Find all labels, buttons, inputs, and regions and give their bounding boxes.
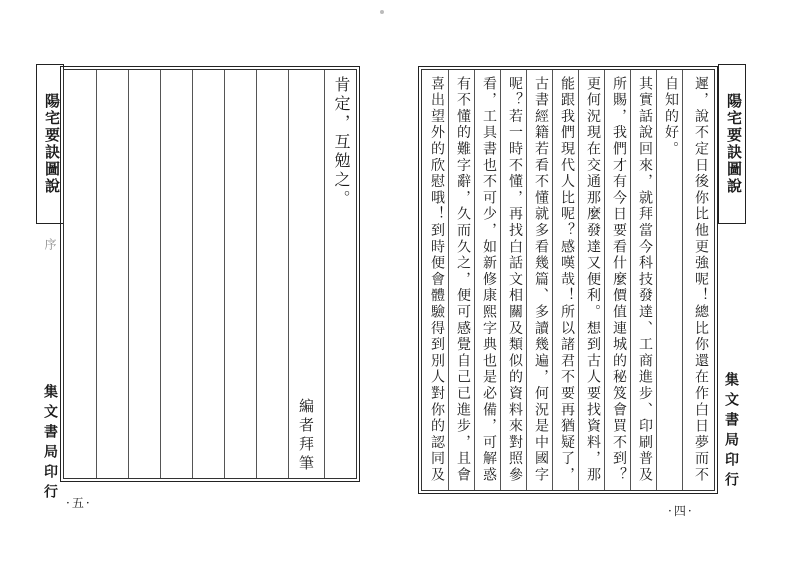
- text-column: 看，工具書也不可少，如新修康熙字典也是必備，可解惑: [481, 76, 497, 484]
- signature: 編者拜筆: [297, 398, 315, 474]
- left-page: [0, 0, 396, 561]
- text-column: 更何況現在交通那麼發達又便利。想到古人要找資料，那: [585, 76, 601, 484]
- left-publisher: 集文書局印行: [42, 384, 58, 504]
- text-column: 呢？若一時不懂，再找白話文相關及類似的資料來對照參: [507, 76, 523, 484]
- text-column: 所賜，我們才有今日要看什麼價值連城的秘笈會買不到？: [611, 76, 627, 484]
- text-column: 古書經籍若看不懂就多看幾篇、多讀幾遍，何況是中國字: [533, 76, 549, 484]
- right-frame: [421, 69, 715, 491]
- right-book-title: 陽宅要訣圖說: [725, 93, 743, 195]
- right-page-number: ·四·: [668, 504, 694, 518]
- text-column: 其實話說回來，就拜當今科技發達、工商進步、印刷普及: [637, 76, 653, 484]
- right-page: [396, 0, 793, 561]
- left-side-label: 序: [43, 238, 57, 252]
- text-column: 喜出望外的欣慰哦！到時便會體驗得到別人對你的認同及: [429, 76, 445, 484]
- left-text-column: 肯定，互勉之。: [332, 76, 351, 209]
- text-column: 有不懂的難字辭，久而久之，便可感覺自己已進步，且會: [455, 76, 471, 484]
- left-book-title: 陽宅要訣圖說: [43, 93, 61, 195]
- text-column: 能跟我們現代人比呢？感嘆哉！所以諸君不要再猶疑了，: [559, 76, 575, 484]
- right-publisher: 集文書局印行: [723, 372, 739, 492]
- left-frame: [63, 69, 357, 479]
- text-column: 遲，說不定日後你比他更強呢！總比你還在作白日夢而不: [693, 76, 709, 484]
- text-column: 自知的好。: [663, 76, 679, 158]
- left-page-number: ·五·: [66, 496, 92, 510]
- right-title-box: [718, 64, 746, 224]
